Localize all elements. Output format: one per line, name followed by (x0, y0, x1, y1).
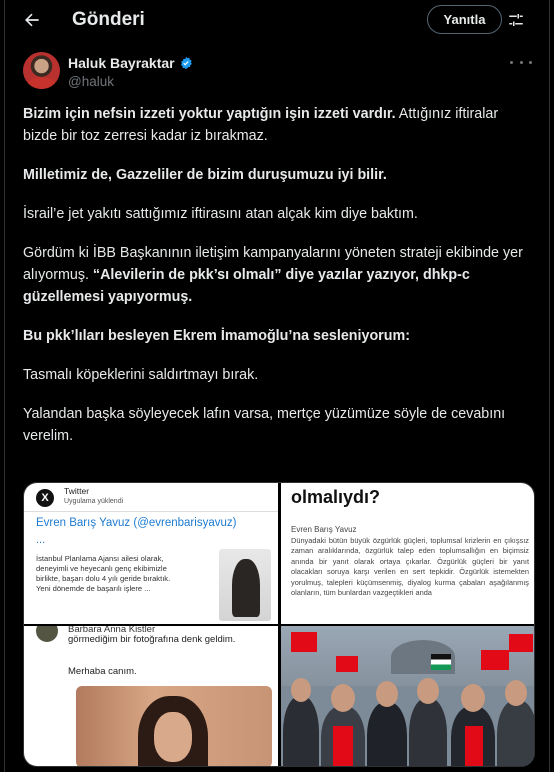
post-text-span: Attığınız iftiralar bizde bir toz zerresi kadar iz bırakmaz. (23, 106, 499, 144)
settings-button[interactable] (503, 7, 529, 33)
turkish-flag (336, 656, 358, 672)
statue-figure (232, 559, 260, 617)
post-snippet: görmediğim bir fotoğrafına denk geldim. (68, 634, 236, 645)
divider (24, 511, 278, 512)
crowd-head (376, 681, 398, 707)
post-text-span: Gördüm ki İBB Başkanının iletişim kampanyalarını yöneten strateji ekibinde yer alıyormuş. (23, 245, 523, 283)
dot-icon (529, 61, 532, 64)
media-image-1[interactable] (24, 483, 278, 624)
post-snippet: İstanbul Planlama Ajansı ailesi olarak, deneyimli ve heyecanlı genç ekibimizle birlikte, başarı dolu 4 yılı geride bıraktık. Yeni dönemde de başarılı işlere ... (36, 554, 171, 593)
media-grid (23, 482, 535, 767)
profile-ellipsis: ... (36, 534, 46, 546)
post-bold-text: Milletimiz de, Gazzeliler de bizim duruşumuzu iyi bilir. (23, 167, 387, 183)
crowd-head (331, 684, 355, 712)
author-name[interactable]: Haluk Bayraktar (68, 55, 175, 71)
crowd-head (417, 678, 439, 704)
post-paragraph: İsrail’e jet yakıtı sattığımız iftirasını atan alçak kim diye baktım. (23, 206, 418, 222)
arrow-left-icon (22, 10, 42, 30)
crowd-person (497, 700, 535, 767)
turkish-flag (481, 650, 509, 670)
post-text (23, 103, 523, 464)
post-paragraph: Yalandan başka söyleyecek lafın varsa, mertçe yüzümüze söyle de cevabını verelim. (23, 406, 506, 444)
post-detail-view (4, 0, 550, 772)
dot-icon (520, 61, 523, 64)
post-paragraph: Tasmalı köpeklerini saldırtmayı bırak. (23, 367, 259, 383)
greeting-text: Merhaba canım. (68, 666, 137, 677)
turkish-scarf (333, 726, 353, 766)
page-title: Gönderi (72, 9, 145, 30)
turkish-flag (291, 632, 317, 652)
more-options-button[interactable] (510, 55, 532, 69)
app-subtitle: Uygulama yüklendi (64, 498, 124, 505)
post-paragraph (23, 164, 523, 186)
media-image-3[interactable] (24, 626, 278, 767)
dot-icon (510, 61, 513, 64)
palestine-flag (431, 654, 451, 670)
post-bold-text: “Alevilerin de pkk’sı olmalı” diye yazılar yazıyor, dhkp-c güzellemesi yapıyormuş. (23, 267, 470, 305)
post-avatar (36, 626, 58, 642)
crowd-head (505, 680, 527, 706)
article-body: Dünyadaki bütün büyük özgürlük güçleri, toplumsal krizlerin en çıkışsız zaman aralıklarında, özgürlük talep eden toplumsallığın en biçimsiz anında bir yanıt olarak ortaya çıkarlar. Özgürlük güçleri bir yanıt olacakları soruya karşı verilen en sert tepkidir. Özgürlük istemekten yorulmuş, talepleri küçümsenmiş, diyalog kurma çabaları aşağılanmış olanların, tüm bunlardan vazgeçtikleri anda (291, 536, 529, 598)
crowd-person (283, 696, 319, 767)
post-paragraph (23, 103, 523, 147)
author-handle[interactable]: @haluk (68, 74, 114, 89)
author-avatar[interactable] (23, 52, 60, 89)
media-image-4[interactable] (281, 626, 535, 767)
crowd-person (367, 702, 407, 767)
crowd-head (291, 678, 311, 702)
article-author: Evren Barış Yavuz (291, 525, 357, 534)
post-paragraph (23, 242, 523, 308)
post-bold-text: Bu pkk’lıları besleyen Ekrem İmamoğlu’na sesleniyorum: (23, 328, 410, 344)
sliders-icon (507, 11, 525, 29)
crowd-person (409, 698, 447, 767)
profile-link: Evren Barış Yavuz (@evrenbarisyavuz) (36, 517, 237, 529)
x-logo-icon: X (36, 489, 54, 507)
top-header (5, 0, 549, 40)
portrait-photo (76, 686, 272, 767)
media-image-2[interactable] (281, 483, 535, 624)
verified-badge-icon (179, 56, 193, 70)
crowd-head (461, 684, 485, 712)
reply-button[interactable]: Yanıtla (427, 5, 502, 34)
turkish-scarf (465, 726, 483, 766)
post-paragraph (23, 325, 523, 347)
post-author: Barbara Anna Kistler (68, 626, 156, 635)
back-button[interactable] (19, 7, 45, 33)
portrait-face (154, 712, 192, 762)
app-name: Twitter (64, 486, 90, 496)
avatar-shirt (28, 78, 55, 89)
turkish-flag (509, 634, 533, 652)
article-title: olmalıydı? (291, 487, 381, 507)
post-bold-text: Bizim için nefsin izzeti yoktur yaptığın işin izzeti vardır. (23, 106, 396, 122)
